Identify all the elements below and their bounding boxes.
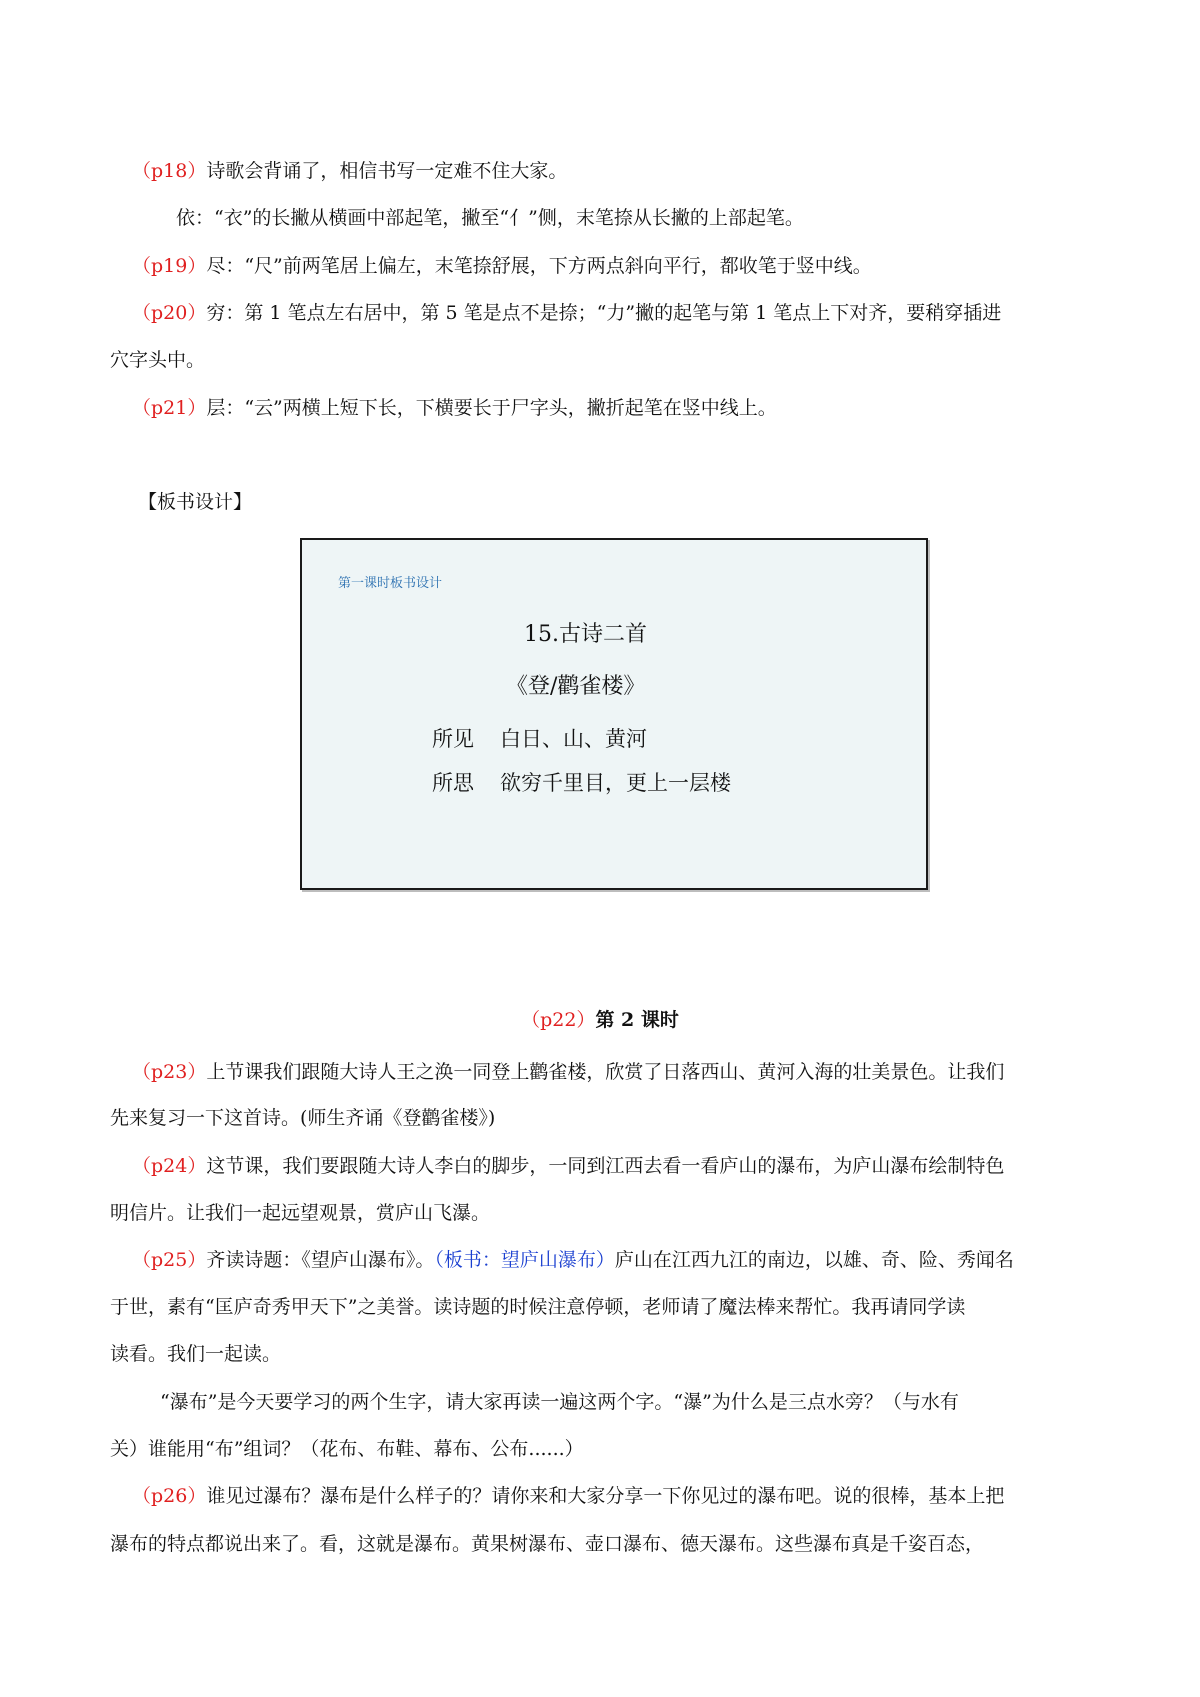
paragraph-yi: [176, 204, 804, 232]
board-row-key: 所见: [432, 727, 474, 751]
paragraph-p21: [132, 394, 777, 422]
paragraph-text: 明信片。让我们一起远望观景，赏庐山飞瀑。: [110, 1202, 491, 1224]
paragraph-text: 尽：“尺”前两笔居上偏左，末笔捺舒展，下方两点斜向平行，都收笔于竖中线。: [206, 255, 872, 277]
board-note: （板书：望庐山瀑布）: [434, 1249, 615, 1271]
paragraph-text: 穷：第 1 笔点左右居中，第 5 笔是点不是捺；“力”撇的起笔与第 1 笔点上下对齐，要稍穿插进: [206, 302, 1002, 324]
paragraph-p26-cont: [110, 1530, 984, 1558]
paragraph-text: 于世，素有“匡庐奇秀甲天下”之美誉。读诗题的时候注意停顿，老师请了魔法棒来帮忙。我再请同学读: [110, 1296, 966, 1318]
paragraph-text: 读看。我们一起读。: [110, 1343, 282, 1365]
paragraph-text-tail: 庐山在江西九江的南边，以雄、奇、险、秀闻名: [614, 1249, 1014, 1271]
board-subtitle: 《登/鹳雀楼》: [506, 674, 646, 699]
paragraph-text: 齐读诗题：《望庐山瀑布》。: [206, 1249, 435, 1271]
paragraph-p20-cont: [110, 346, 205, 374]
paragraph-text: 上节课我们跟随大诗人王之涣一同登上鹳雀楼，欣赏了日落西山、黄河入海的壮美景色。让我们: [206, 1061, 1005, 1083]
paragraph-text: 层：“云”两横上短下长，下横要长于尸字头，撇折起笔在竖中线上。: [206, 397, 777, 419]
paragraph-p25-cont: [110, 1293, 965, 1321]
paragraph-text: 先来复习一下这首诗。(师生齐诵《登鹳雀楼》): [110, 1107, 496, 1129]
page-ref: （p22）: [521, 1009, 596, 1031]
page-ref: （p24）: [132, 1155, 207, 1177]
board-row-thought: [432, 767, 731, 797]
paragraph-pubu: [160, 1388, 959, 1416]
paragraph-text: 关）谁能用“布”组词？（花布、布鞋、幕布、公布......）: [110, 1438, 584, 1460]
paragraph-p18: [132, 157, 567, 185]
page-ref: （p19）: [132, 255, 207, 277]
paragraph-p24: [132, 1152, 1004, 1180]
page-ref: （p23）: [132, 1061, 207, 1083]
page-ref: （p25）: [132, 1249, 207, 1271]
blackboard-design: [300, 538, 928, 890]
paragraph-p25-cont2: [110, 1340, 281, 1368]
page-ref: （p26）: [132, 1485, 207, 1507]
paragraph-text: 这节课，我们要跟随大诗人李白的脚步，一同到江西去看一看庐山的瀑布，为庐山瀑布绘制特色: [206, 1155, 1005, 1177]
section-title-text: 第 2 课时: [595, 1009, 679, 1031]
paragraph-p20: [132, 299, 1001, 327]
paragraph-text: “瀑布”是今天要学习的两个生字，请大家再读一遍这两个字。“瀑”为什么是三点水旁？（与水有: [160, 1391, 959, 1413]
paragraph-text: 谁见过瀑布？瀑布是什么样子的？请你来和大家分享一下你见过的瀑布吧。说的很棒，基本上把: [206, 1485, 1005, 1507]
paragraph-p25: [132, 1246, 1014, 1274]
paragraph-p23-cont: [110, 1104, 495, 1132]
page-ref: （p21）: [132, 397, 207, 419]
board-label: 第一课时板书设计: [338, 576, 443, 591]
paragraph-p26: [132, 1482, 1004, 1510]
section-title: [0, 1006, 1200, 1034]
paragraph-p23: [132, 1058, 1004, 1086]
board-row-key: 所思: [432, 771, 474, 795]
board-row-seen: [432, 723, 647, 753]
paragraph-p24-cont: [110, 1199, 490, 1227]
board-row-value: 白日、山、黄河: [500, 727, 647, 751]
paragraph-p19: [132, 252, 872, 280]
paragraph-text: 穴字头中。: [110, 349, 206, 371]
page-ref: （p18）: [132, 160, 207, 182]
paragraph-text: 诗歌会背诵了，相信书写一定难不住大家。: [206, 160, 568, 182]
paragraph-text: 依：“衣”的长撇从横画中部起笔，撇至“亻”侧，末笔捺从长撇的上部起笔。: [176, 207, 804, 229]
paragraph-pubu-cont: [110, 1435, 584, 1463]
paragraph-text: 瀑布的特点都说出来了。看，这就是瀑布。黄果树瀑布、壶口瀑布、德天瀑布。这些瀑布真是千姿百态，: [110, 1533, 985, 1555]
board-title: 15.古诗二首: [524, 622, 647, 647]
board-design-heading: 【板书设计】: [138, 491, 253, 513]
page-ref: （p20）: [132, 302, 207, 324]
board-row-value: 欲穷千里目，更上一层楼: [500, 771, 731, 795]
